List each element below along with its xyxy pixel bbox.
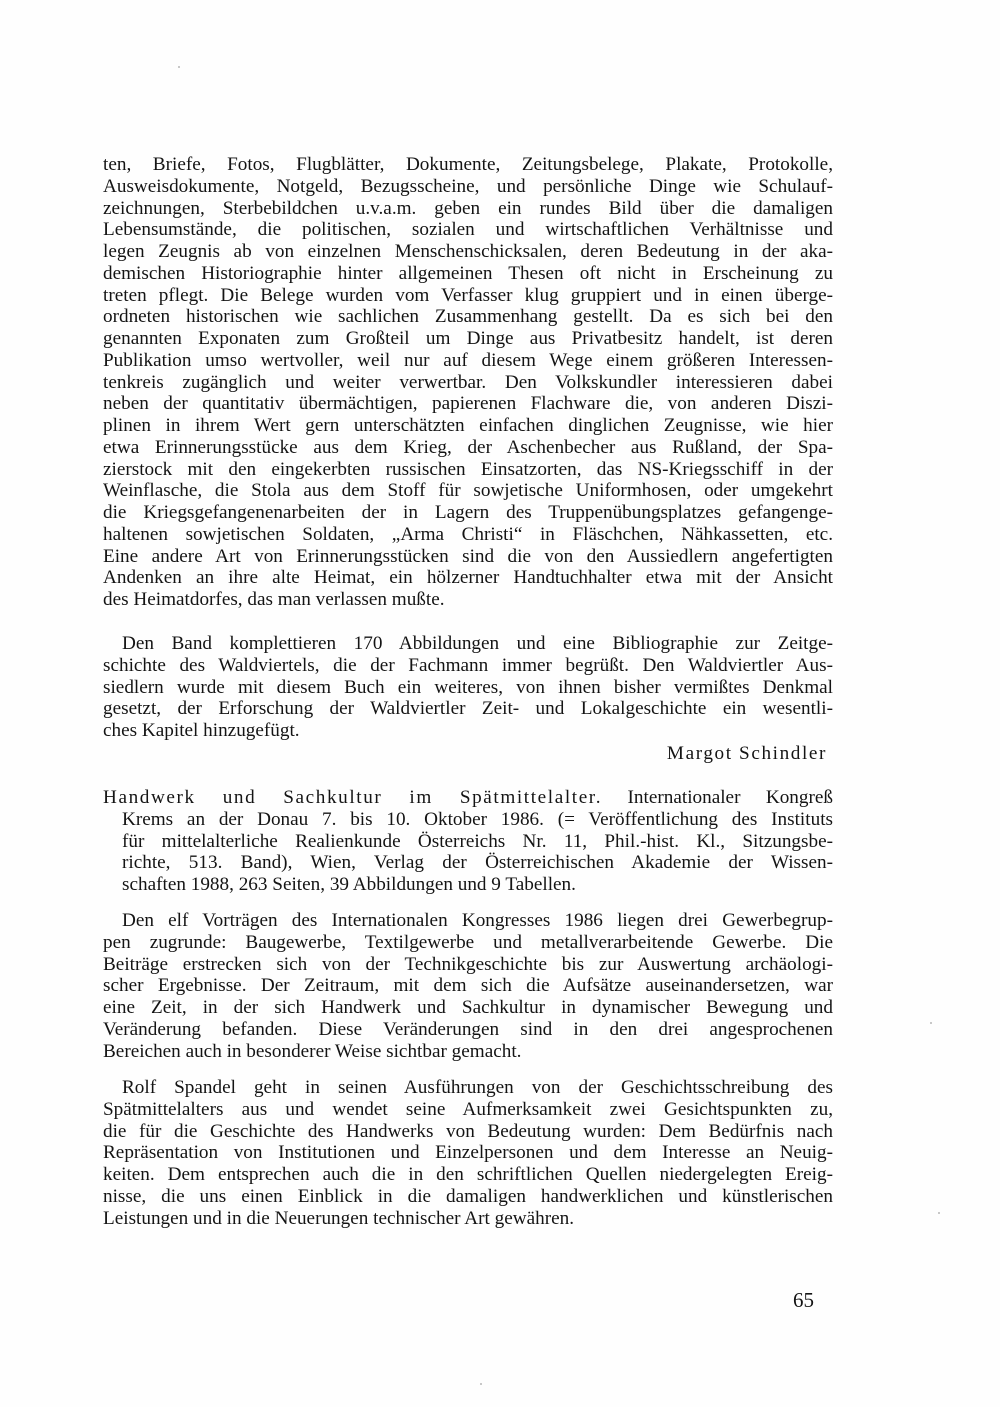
text-line: gesetzt, der Erforschung der Waldviertler Zeit- und Lokalgeschichte ein wesentli-: [103, 698, 833, 720]
text-line: des Heimatdorfes, das man verlassen mußte.: [103, 589, 445, 610]
text-line: Veränderung befanden. Diese Veränderungen sind in den drei angesprochenen: [103, 1018, 833, 1040]
scan-speck: [178, 66, 180, 68]
text-line: schichte des Waldviertels, die der Fachmann immer begrüßt. Den Waldviertler Aus-: [103, 654, 833, 676]
review-title: Handwerk und Sachkultur im Spätmittelalter.: [103, 787, 603, 808]
text-line: genannten Exponaten zum Großteil um Dinge aus Privatbesitz handelt, ist deren: [103, 328, 833, 349]
text-line: Repräsentation von Institutionen und Einzelpersonen und dem Interesse an Neuig-: [103, 1142, 833, 1164]
text-line: Den elf Vorträgen des Internationalen Kongresses 1986 liegen drei Gewerbegrup-: [122, 910, 833, 931]
text-line: ordneten historischen wie sachlichen Zusammenhang gestellt. Da es sich bei den: [103, 306, 833, 328]
text-line: schaften 1988, 263 Seiten, 39 Abbildungen und 9 Tabellen.: [122, 874, 576, 895]
text-line: Spätmittelalters aus und wendet seine Aufmerksamkeit zwei Gesichtspunkten zu,: [103, 1098, 833, 1120]
text-line: Leistungen und in die Neuerungen technischer Art gewähren.: [103, 1207, 575, 1229]
paragraph-spandel: [103, 1077, 833, 1229]
text-line: tenkreis zugänglich und weiter verwertbar. Den Volkskundler interessieren dabei: [103, 371, 833, 393]
text-line: Bereichen auch in besonderer Weise sichtbar gemacht.: [103, 1040, 522, 1062]
author-signature: Margot Schindler: [666, 742, 827, 764]
text-line: Eine andere Art von Erinnerungsstücken sind die von den Aussiedlern angefertigten: [103, 545, 833, 567]
review-citation: [103, 787, 833, 896]
scan-speck: [930, 1022, 932, 1024]
paragraph-continuation: [103, 154, 833, 611]
text-line: für mittelalterliche Realienkunde Österreichs Nr. 11, Phil.-hist. Kl., Sitzungsbe-: [122, 830, 833, 852]
text-line: Krems an der Donau 7. bis 10. Oktober 1986. (= Veröffentlichung des Instituts: [122, 808, 833, 830]
paragraph-intro: [103, 910, 833, 1062]
text-line: die für die Geschichte des Handwerks von Bedeutung wurden: Dem Bedürfnis nach: [103, 1120, 833, 1142]
text-line: Weinflasche, die Stola aus dem Stoff für sowjetische Uniformhosen, oder umgekehrt: [103, 480, 833, 502]
text-line: Ausweisdokumente, Notgeld, Bezugsscheine, und persönliche Dinge wie Schulauf-: [103, 175, 833, 197]
text-line: eine Zeit, in der sich Handwerk und Sachkultur in dynamischer Bewegung und: [103, 997, 833, 1018]
text-line: zeichnungen, Sterbebildchen u.v.a.m. geben ein rundes Bild über die damaligen: [103, 197, 833, 219]
text-line: treten pflegt. Die Belege wurden vom Verfasser klug gruppiert und in einen überge-: [103, 284, 833, 306]
text-line: haltenen sowjetischen Soldaten, „Arma Christi“ in Fläschchen, Nähkassetten, etc.: [103, 523, 833, 545]
text-line: pen zugrunde: Baugewerbe, Textilgewerbe und metallverarbeitende Gewerbe. Die: [103, 931, 833, 953]
page-number: 65: [793, 1288, 814, 1312]
paragraph-closing: [103, 633, 833, 766]
text-line: Lebensumstände, die politischen, sozialen und wirtschaftlichen Verhältnisse und: [103, 219, 833, 241]
text-line: ches Kapitel hinzugefügt.: [103, 720, 300, 741]
text-line: keiten. Dem entsprechen auch die in den schriftlichen Quellen niedergelegten Ereig-: [103, 1164, 833, 1185]
citation-first-line: [103, 787, 833, 809]
text-line: Andenken an ihre alte Heimat, ein hölzerner Handtuchhalter etwa mit der Ansicht: [103, 567, 833, 589]
text-line: richte, 513. Band), Wien, Verlag der Österreichischen Akademie der Wissen-: [122, 852, 833, 874]
text-line: ten, Briefe, Fotos, Flugblätter, Dokumente, Zeitungsbelege, Plakate, Protokolle,: [103, 154, 833, 175]
citation-text: Internationaler Kongreß: [627, 787, 833, 808]
text-line: legen Zeugnis ab von einzelnen Menschenschicksalen, deren Bedeutung in der aka-: [103, 241, 833, 262]
text-line: nisse, die uns einen Einblick in die damaligen handwerklichen und künstlerischen: [103, 1185, 833, 1207]
text-line: Publikation umso wertvoller, weil nur auf diesem Wege einem größeren Interessen-: [103, 349, 833, 371]
text-line: Beiträge erstrecken sich von der Technikgeschichte bis zur Auswertung archäologi-: [103, 953, 833, 975]
text-line: siedlern wurde mit diesem Buch ein weiteres, von ihnen bisher vermißtes Denkmal: [103, 676, 833, 698]
text-line: scher Ergebnisse. Der Zeitraum, mit dem sich die Aufsätze auseinandersetzen, war: [103, 975, 833, 997]
text-line: neben der quantitativ übermächtigen, papierenen Flachware die, von anderen Diszi-: [103, 393, 833, 415]
text-line: die Kriegsgefangenenarbeiten der in Lagern des Truppenübungsplatzes gefangenge-: [103, 502, 833, 523]
text-line: zierstock mit den eingekerbten russischen Einsatzorten, das NS-Kriegsschiff in der: [103, 458, 833, 480]
text-line: plinen in ihrem Wert gern unterschätzten einfachen dinglichen Zeugnisse, wie hier: [103, 415, 833, 436]
text-line: Den Band komplettieren 170 Abbildungen und eine Bibliographie zur Zeitge-: [122, 633, 833, 654]
scan-speck: [480, 1383, 482, 1385]
text-line: Rolf Spandel geht in seinen Ausführungen von der Geschichtsschreibung des: [122, 1077, 833, 1098]
text-line: demischen Historiographie hinter allgemeinen Thesen oft nicht in Erscheinung zu: [103, 262, 833, 284]
text-line: etwa Erinnerungsstücke aus dem Krieg, der Aschenbecher aus Rußland, der Spa-: [103, 436, 833, 458]
scan-speck: [938, 1212, 940, 1214]
